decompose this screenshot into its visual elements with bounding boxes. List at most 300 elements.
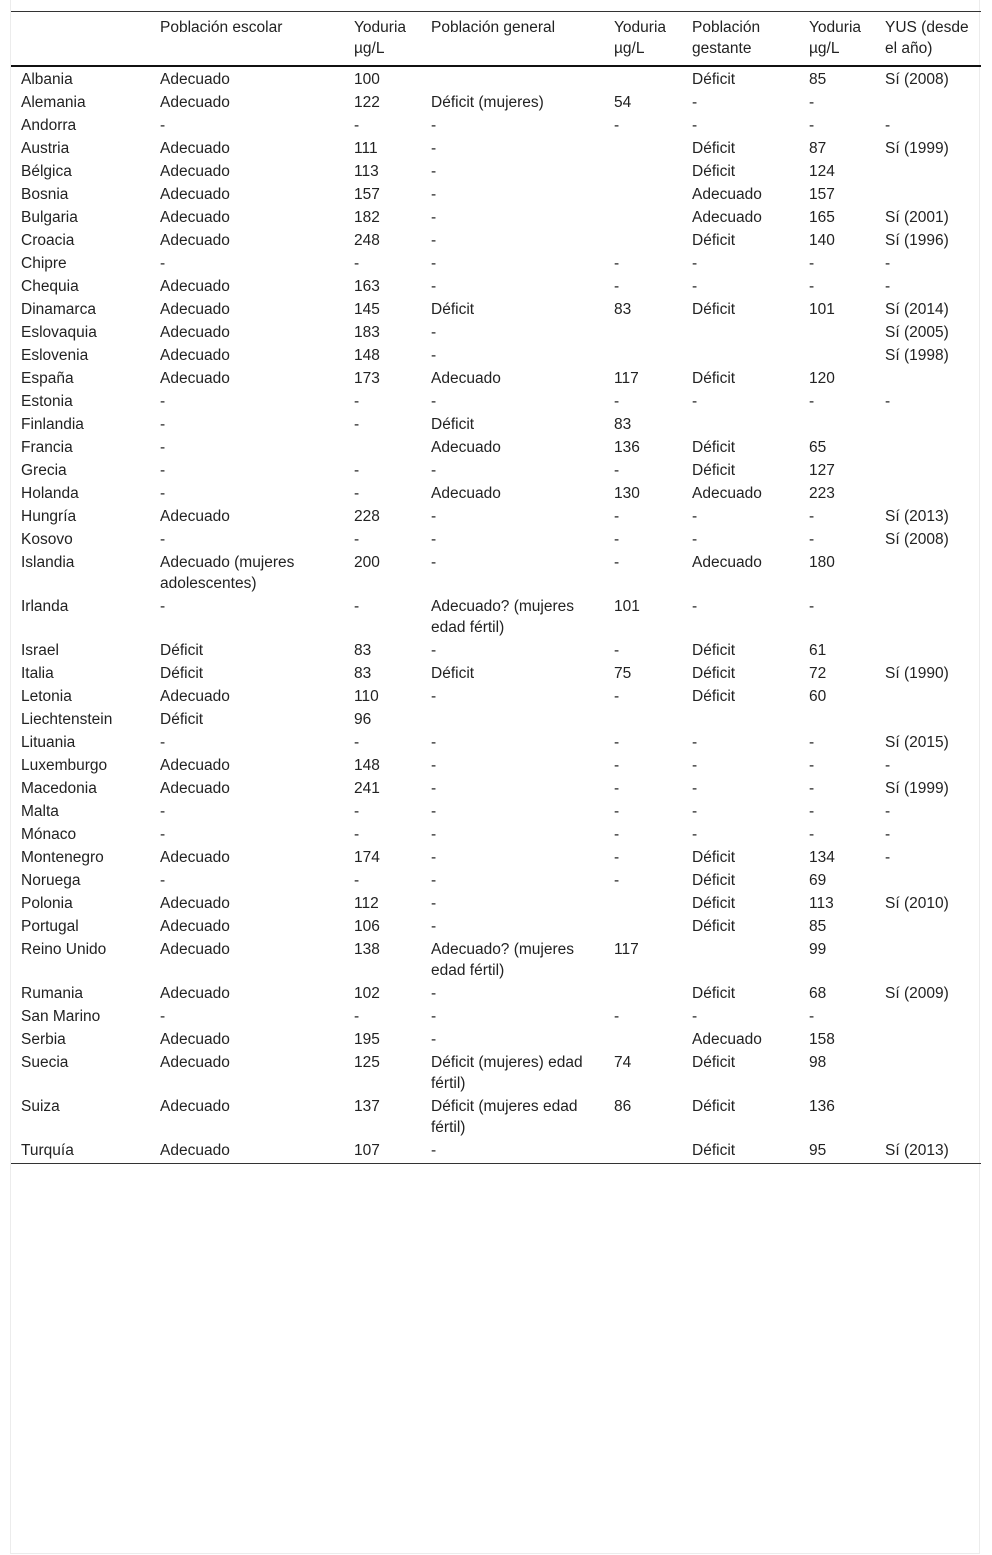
cell-pregnant-population: -	[692, 278, 698, 295]
table-row	[11, 754, 981, 777]
cell-pregnant-ioduria: -	[809, 255, 815, 272]
cell-pregnant-population: Déficit	[692, 1054, 736, 1071]
cell-country: Bosnia	[21, 186, 69, 203]
table-row	[11, 800, 981, 823]
cell-school-ioduria: -	[354, 117, 360, 134]
cell-country: Dinamarca	[21, 301, 96, 318]
cell-school-ioduria: 122	[354, 94, 380, 111]
cell-general-ioduria	[604, 321, 682, 344]
cell-pregnant-population: Déficit	[692, 71, 736, 88]
cell-general-population: Déficit	[431, 301, 475, 318]
table-row	[11, 662, 981, 685]
cell-general-ioduria: 117	[614, 941, 639, 958]
cell-school-ioduria: 228	[354, 508, 380, 525]
cell-general-ioduria	[604, 892, 682, 915]
cell-pregnant-ioduria: 180	[809, 554, 835, 571]
cell-yus-year	[875, 436, 981, 459]
cell-general-ioduria: -	[614, 554, 620, 571]
cell-school-ioduria: 125	[354, 1054, 380, 1071]
cell-country: Bélgica	[21, 163, 72, 180]
cell-pregnant-ioduria: 101	[809, 301, 835, 318]
cell-pregnant-population: -	[692, 117, 698, 134]
cell-general-ioduria: -	[614, 780, 620, 797]
cell-school-population: -	[160, 872, 166, 889]
header-general-ioduria: Yoduria µg/L	[604, 12, 682, 67]
cell-general-population	[421, 708, 604, 731]
cell-yus-year	[875, 482, 981, 505]
cell-general-population: Déficit	[431, 665, 475, 682]
cell-country: Alemania	[21, 94, 86, 111]
table-row	[11, 459, 981, 482]
cell-school-ioduria: -	[354, 462, 360, 479]
cell-general-population: -	[431, 347, 437, 364]
cell-country: Albania	[21, 71, 73, 88]
cell-school-ioduria: 241	[354, 780, 380, 797]
cell-pregnant-ioduria: -	[809, 826, 815, 843]
table-header	[11, 12, 981, 67]
cell-general-ioduria: -	[614, 803, 620, 820]
cell-yus-year: -	[885, 757, 891, 774]
cell-school-population: Adecuado	[160, 1098, 230, 1115]
cell-school-ioduria: 112	[354, 895, 379, 912]
cell-pregnant-population	[682, 708, 799, 731]
cell-pregnant-population: -	[692, 531, 698, 548]
cell-pregnant-population: Adecuado	[692, 485, 762, 502]
cell-school-population: Déficit	[160, 711, 204, 728]
cell-country: Grecia	[21, 462, 67, 479]
cell-yus-year	[875, 91, 981, 114]
cell-general-ioduria	[604, 229, 682, 252]
cell-school-ioduria: 102	[354, 985, 380, 1002]
cell-pregnant-ioduria: 127	[809, 462, 835, 479]
cell-yus-year: Sí (2013)	[875, 1139, 981, 1164]
cell-general-ioduria: -	[614, 508, 620, 525]
cell-general-population: -	[431, 918, 437, 935]
cell-general-ioduria: -	[614, 826, 620, 843]
cell-pregnant-ioduria: 134	[809, 849, 835, 866]
cell-general-population: -	[431, 393, 437, 410]
cell-country: Hungría	[21, 508, 77, 525]
cell-school-population: Adecuado	[160, 71, 230, 88]
cell-school-population: Adecuado	[160, 1031, 230, 1048]
cell-pregnant-ioduria: -	[809, 757, 815, 774]
cell-general-population: -	[431, 872, 437, 889]
cell-yus-year	[875, 915, 981, 938]
table-row	[11, 505, 981, 528]
cell-general-population: -	[431, 117, 437, 134]
cell-general-ioduria: 136	[614, 439, 640, 456]
cell-country: Letonia	[21, 688, 72, 705]
table-row	[11, 436, 981, 459]
table-row	[11, 160, 981, 183]
cell-general-population: Déficit (mujeres)	[431, 94, 544, 111]
cell-school-population: Adecuado	[160, 941, 230, 958]
cell-country: Francia	[21, 439, 73, 456]
cell-general-ioduria: -	[614, 688, 620, 705]
cell-country: Andorra	[21, 117, 77, 134]
cell-general-population: -	[431, 140, 437, 157]
table-row	[11, 1095, 981, 1139]
cell-country: Austria	[21, 140, 70, 157]
cell-yus-year	[875, 367, 981, 390]
cell-country: Chipre	[21, 255, 67, 272]
cell-general-population: Adecuado	[431, 439, 501, 456]
cell-country: Polonia	[21, 895, 73, 912]
cell-general-ioduria: -	[614, 849, 620, 866]
cell-school-ioduria: 106	[354, 918, 380, 935]
cell-country: Montenegro	[21, 849, 104, 866]
cell-yus-year: Sí (2008)	[885, 71, 949, 88]
cell-country: España	[21, 370, 74, 387]
cell-school-population: Déficit	[160, 642, 204, 659]
cell-country: Italia	[21, 665, 54, 682]
cell-yus-year: Sí (2005)	[885, 324, 949, 341]
cell-school-population: -	[160, 462, 166, 479]
header-school-population: Población escolar	[150, 12, 344, 67]
cell-pregnant-ioduria	[799, 708, 875, 731]
cell-pregnant-ioduria: 85	[809, 71, 827, 88]
cell-general-population: -	[431, 688, 437, 705]
cell-yus-year: -	[885, 255, 891, 272]
table-row	[11, 390, 981, 413]
cell-pregnant-ioduria: -	[809, 94, 815, 111]
cell-general-population: -	[431, 163, 437, 180]
cell-pregnant-ioduria: 65	[809, 439, 827, 456]
cell-pregnant-population: -	[692, 393, 698, 410]
cell-general-population: Adecuado	[431, 485, 501, 502]
table-row	[11, 321, 981, 344]
table-row	[11, 114, 981, 137]
table-row	[11, 823, 981, 846]
cell-general-population: -	[431, 757, 437, 774]
cell-yus-year: Sí (1999)	[885, 780, 949, 797]
cell-general-population: Adecuado	[431, 370, 501, 387]
cell-yus-year	[875, 459, 981, 482]
iodine-status-table	[11, 11, 981, 1164]
cell-school-ioduria: -	[354, 485, 360, 502]
cell-school-ioduria: 100	[354, 71, 380, 88]
cell-general-population: -	[431, 278, 437, 295]
cell-school-population: -	[160, 734, 166, 751]
cell-yus-year	[875, 1095, 981, 1139]
cell-school-ioduria: 138	[354, 941, 380, 958]
cell-school-ioduria: 111	[354, 140, 378, 157]
cell-school-population: Adecuado	[160, 324, 230, 341]
cell-school-population: Adecuado (mujeres adolescentes)	[160, 554, 295, 592]
cell-pregnant-population: Déficit	[692, 163, 736, 180]
cell-general-ioduria: -	[614, 531, 620, 548]
cell-school-population: Adecuado	[160, 301, 230, 318]
cell-general-ioduria: -	[614, 734, 620, 751]
cell-pregnant-ioduria	[799, 413, 875, 436]
cell-pregnant-population: -	[692, 255, 698, 272]
cell-school-ioduria: -	[354, 872, 360, 889]
cell-school-population: Adecuado	[160, 508, 230, 525]
cell-pregnant-population: Déficit	[692, 370, 736, 387]
cell-school-ioduria: 110	[354, 688, 379, 705]
cell-school-population: Adecuado	[160, 895, 230, 912]
cell-pregnant-population: Déficit	[692, 642, 736, 659]
cell-school-population: Adecuado	[160, 757, 230, 774]
cell-pregnant-ioduria: -	[809, 531, 815, 548]
cell-general-population: -	[431, 1031, 437, 1048]
cell-general-population: -	[431, 255, 437, 272]
cell-pregnant-population: Adecuado	[692, 186, 762, 203]
cell-yus-year	[875, 183, 981, 206]
cell-general-ioduria: -	[614, 117, 620, 134]
table-row	[11, 482, 981, 505]
cell-pregnant-ioduria: 157	[809, 186, 835, 203]
cell-general-ioduria: 101	[614, 598, 640, 615]
cell-school-ioduria: -	[354, 598, 360, 615]
cell-general-ioduria: -	[614, 642, 620, 659]
header-yus-year: YUS (desde el año)	[875, 12, 981, 67]
cell-yus-year: Sí (2013)	[885, 508, 949, 525]
table-row	[11, 298, 981, 321]
cell-pregnant-ioduria: -	[809, 508, 815, 525]
cell-country: Israel	[21, 642, 59, 659]
cell-general-population: -	[431, 734, 437, 751]
cell-yus-year	[875, 1005, 981, 1028]
cell-general-ioduria	[604, 708, 682, 731]
cell-country: Holanda	[21, 485, 79, 502]
table-row	[11, 1051, 981, 1095]
cell-school-ioduria: 182	[354, 209, 380, 226]
cell-school-ioduria: 200	[354, 554, 380, 571]
cell-pregnant-ioduria: -	[809, 1008, 815, 1025]
cell-general-population: -	[431, 508, 437, 525]
header-row	[11, 12, 981, 67]
cell-school-population: Adecuado	[160, 347, 230, 364]
cell-yus-year: Sí (2015)	[885, 734, 949, 751]
cell-general-population: Déficit (mujeres edad fértil)	[431, 1098, 578, 1136]
cell-school-population: Adecuado	[160, 94, 230, 111]
cell-country: Chequia	[21, 278, 79, 295]
cell-general-population: Déficit (mujeres) edad fértil)	[431, 1054, 583, 1092]
cell-pregnant-ioduria: -	[809, 780, 815, 797]
table-row	[11, 229, 981, 252]
cell-school-population: -	[160, 531, 166, 548]
cell-yus-year: Sí (1990)	[885, 665, 949, 682]
cell-general-population	[421, 66, 604, 91]
cell-general-population: -	[431, 232, 437, 249]
table-row	[11, 892, 981, 915]
cell-general-population: -	[431, 462, 437, 479]
cell-pregnant-population: Adecuado	[692, 209, 762, 226]
cell-general-ioduria	[604, 915, 682, 938]
cell-country: Bulgaria	[21, 209, 78, 226]
table-row	[11, 639, 981, 662]
cell-general-ioduria	[604, 206, 682, 229]
cell-country: Irlanda	[21, 598, 69, 615]
cell-yus-year: Sí (1996)	[885, 232, 949, 249]
cell-general-population: -	[431, 324, 437, 341]
cell-pregnant-ioduria: 60	[809, 688, 827, 705]
cell-school-ioduria: -	[354, 416, 360, 433]
cell-school-ioduria: 145	[354, 301, 380, 318]
cell-general-population: -	[431, 1008, 437, 1025]
cell-general-population: -	[431, 895, 437, 912]
cell-school-population: -	[160, 1008, 166, 1025]
cell-general-ioduria: 75	[614, 665, 632, 682]
cell-general-population: -	[431, 849, 437, 866]
cell-pregnant-ioduria: 68	[809, 985, 827, 1002]
cell-school-population: -	[160, 117, 166, 134]
cell-pregnant-population: Déficit	[692, 895, 736, 912]
cell-yus-year: -	[885, 278, 891, 295]
cell-school-ioduria: -	[354, 734, 360, 751]
cell-school-population: -	[160, 439, 166, 456]
cell-country: Eslovaquia	[21, 324, 97, 341]
cell-country: Macedonia	[21, 780, 97, 797]
cell-school-ioduria: 183	[354, 324, 380, 341]
header-country	[11, 12, 150, 67]
cell-pregnant-population: -	[692, 734, 698, 751]
cell-general-population: -	[431, 554, 437, 571]
cell-pregnant-ioduria: 99	[809, 941, 827, 958]
cell-general-population: Déficit	[431, 416, 475, 433]
cell-yus-year: Sí (2008)	[885, 531, 949, 548]
cell-pregnant-population: Déficit	[692, 985, 736, 1002]
cell-country: Finlandia	[21, 416, 84, 433]
cell-general-population: -	[431, 642, 437, 659]
cell-school-ioduria: 113	[354, 163, 379, 180]
cell-school-ioduria: -	[354, 531, 360, 548]
cell-pregnant-population: -	[692, 757, 698, 774]
cell-pregnant-population: -	[692, 803, 698, 820]
cell-pregnant-ioduria: 113	[809, 895, 834, 912]
table-row	[11, 1005, 981, 1028]
cell-school-population: Adecuado	[160, 370, 230, 387]
cell-general-population: -	[421, 1139, 604, 1164]
cell-general-ioduria: 74	[614, 1054, 632, 1071]
cell-yus-year	[875, 685, 981, 708]
cell-country: Suiza	[21, 1098, 60, 1115]
cell-general-population: Adecuado? (mujeres edad fértil)	[431, 941, 575, 979]
cell-school-population: -	[160, 255, 166, 272]
cell-general-ioduria	[604, 137, 682, 160]
cell-general-ioduria: -	[614, 757, 620, 774]
table-row	[11, 206, 981, 229]
header-pregnant-ioduria: Yoduria µg/L	[799, 12, 875, 67]
cell-general-ioduria: -	[614, 462, 620, 479]
cell-pregnant-ioduria: 87	[809, 140, 827, 157]
cell-country: Croacia	[21, 232, 75, 249]
cell-school-population: Adecuado	[160, 186, 230, 203]
cell-country: Islandia	[21, 554, 75, 571]
cell-general-population: -	[431, 209, 437, 226]
cell-pregnant-ioduria: -	[809, 734, 815, 751]
cell-pregnant-population: Déficit	[692, 918, 736, 935]
cell-pregnant-population: Déficit	[692, 849, 736, 866]
cell-general-ioduria: 83	[614, 301, 632, 318]
cell-yus-year: -	[885, 117, 891, 134]
cell-country: Noruega	[21, 872, 81, 889]
cell-pregnant-ioduria: 223	[809, 485, 835, 502]
cell-general-population: Adecuado? (mujeres edad fértil)	[431, 598, 575, 636]
cell-pregnant-ioduria: 72	[809, 665, 827, 682]
cell-school-ioduria: -	[354, 255, 360, 272]
cell-school-ioduria: 174	[354, 849, 380, 866]
cell-pregnant-ioduria: -	[809, 803, 815, 820]
cell-school-ioduria: 83	[354, 642, 372, 659]
cell-general-ioduria: -	[614, 872, 620, 889]
cell-general-ioduria	[604, 344, 682, 367]
cell-yus-year: -	[885, 849, 891, 866]
cell-school-population: -	[160, 598, 166, 615]
cell-country: Liechtenstein	[21, 711, 113, 728]
cell-country: Luxemburgo	[21, 757, 108, 774]
table-row	[11, 137, 981, 160]
cell-general-ioduria	[604, 982, 682, 1005]
cell-country: Estonia	[21, 393, 73, 410]
cell-pregnant-population: Déficit	[692, 688, 736, 705]
table-row	[11, 344, 981, 367]
table-row	[11, 252, 981, 275]
cell-pregnant-population	[682, 344, 799, 367]
cell-pregnant-population: Déficit	[692, 439, 736, 456]
table-row	[11, 982, 981, 1005]
cell-general-population: -	[431, 780, 437, 797]
cell-general-population: -	[431, 985, 437, 1002]
cell-yus-year	[875, 639, 981, 662]
cell-school-population: -	[160, 826, 166, 843]
cell-school-population: Adecuado	[160, 1054, 230, 1071]
cell-country: Kosovo	[21, 531, 73, 548]
cell-yus-year	[875, 1051, 981, 1095]
cell-pregnant-ioduria: 140	[809, 232, 835, 249]
cell-yus-year	[875, 551, 981, 595]
cell-pregnant-population	[682, 938, 799, 982]
cell-general-population: -	[431, 531, 437, 548]
cell-general-ioduria: -	[614, 1008, 620, 1025]
cell-school-population: Déficit	[160, 665, 204, 682]
cell-school-ioduria: 107	[344, 1139, 421, 1164]
cell-school-population: -	[160, 393, 166, 410]
cell-school-population: Adecuado	[160, 232, 230, 249]
cell-school-ioduria: -	[354, 1008, 360, 1025]
cell-general-ioduria: 54	[614, 94, 632, 111]
cell-school-population: Adecuado	[160, 163, 230, 180]
cell-pregnant-population: Déficit	[692, 462, 736, 479]
cell-general-ioduria	[604, 66, 682, 91]
cell-yus-year: Sí (2001)	[885, 209, 949, 226]
cell-school-ioduria	[344, 436, 421, 459]
cell-school-population: -	[160, 485, 166, 502]
cell-school-population: Adecuado	[160, 688, 230, 705]
table-row	[11, 915, 981, 938]
cell-yus-year: -	[885, 826, 891, 843]
cell-general-population: -	[431, 803, 437, 820]
cell-pregnant-ioduria: 158	[809, 1031, 835, 1048]
cell-country: Portugal	[21, 918, 79, 935]
cell-pregnant-population: Déficit	[692, 140, 736, 157]
cell-school-population: Adecuado	[160, 985, 230, 1002]
table-body	[11, 66, 981, 1164]
table-row	[11, 731, 981, 754]
cell-pregnant-population: -	[692, 508, 698, 525]
cell-general-ioduria	[604, 160, 682, 183]
table-row	[11, 275, 981, 298]
table-row	[11, 846, 981, 869]
cell-pregnant-population: Déficit	[692, 665, 736, 682]
cell-school-population: Adecuado	[150, 1139, 344, 1164]
table-row	[11, 777, 981, 800]
cell-pregnant-population: Déficit	[682, 1139, 799, 1164]
cell-country: Turquía	[11, 1139, 150, 1164]
cell-pregnant-population: Déficit	[692, 1098, 736, 1115]
cell-pregnant-ioduria: -	[809, 393, 815, 410]
